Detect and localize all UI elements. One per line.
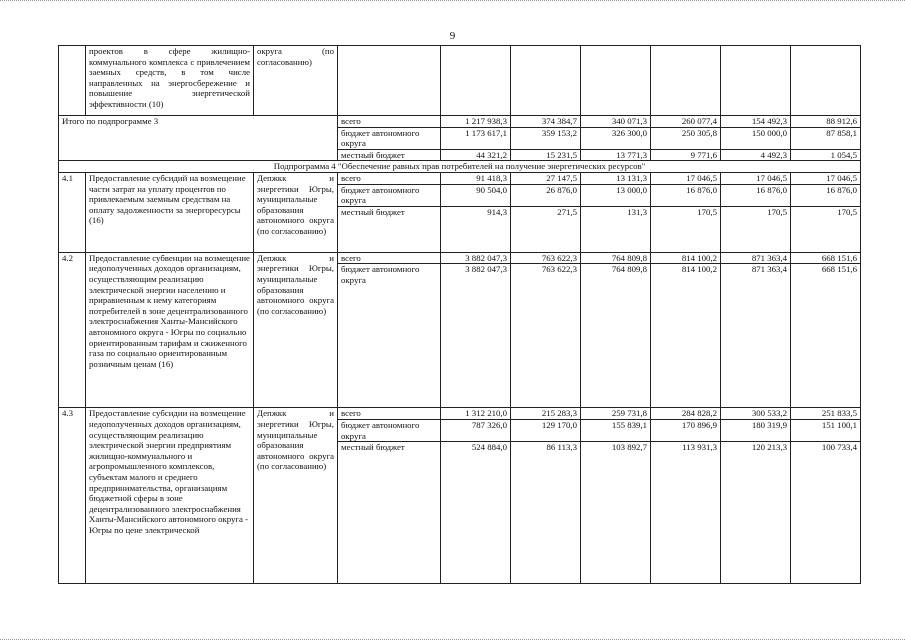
cell-value: 1 054,5 bbox=[791, 149, 861, 161]
cell-source: бюджет автономного округа bbox=[338, 419, 441, 441]
cell-value: 151 100,1 bbox=[791, 419, 861, 441]
cell-value: 26 876,0 bbox=[511, 184, 581, 206]
cell-value: 764 809,8 bbox=[581, 252, 651, 264]
cell-value: 88 912,6 bbox=[791, 116, 861, 128]
page-number: 9 bbox=[449, 30, 456, 42]
cell-value: 170 896,9 bbox=[651, 419, 721, 441]
cell-value: 120 213,3 bbox=[721, 442, 791, 584]
cell-responsible: Депжкк и энергетики Югры, муниципальные образования автономного округа (по согласованию) bbox=[254, 252, 338, 408]
cell-value: 87 858,1 bbox=[791, 127, 861, 149]
cell-value: 3 882 047,3 bbox=[441, 264, 511, 408]
cell-source: всего bbox=[338, 172, 441, 184]
cell-value: 1 173 617,1 bbox=[441, 127, 511, 149]
cell-value: 787 326,0 bbox=[441, 419, 511, 441]
cell-no: 4.1 bbox=[59, 172, 86, 252]
item-row bbox=[59, 408, 861, 420]
cell-value: 1 217 938,3 bbox=[441, 116, 511, 128]
cell-value: 17 046,5 bbox=[651, 172, 721, 184]
cell-name: Предоставление субвенции на возмещение недополученных доходов организациям, осуществляющим реализацию электрической энергии населению и приравненным к нему категориям потребителей в зоне децентрализованного электроснабжения Ханты-Мансийского автономного округа - Югры по социально ориентированным тарифам и сжиженного газа по социально ориентированным розничным ценам (16) bbox=[86, 252, 254, 408]
cell-value: 17 046,5 bbox=[791, 172, 861, 184]
cell-value: 16 876,0 bbox=[651, 184, 721, 206]
cell-value bbox=[721, 46, 791, 116]
cell-responsible: Депжкк и энергетики Югры, муниципальные образования автономного округа (по согласованию) bbox=[254, 408, 338, 584]
cell-value: 16 876,0 bbox=[721, 184, 791, 206]
subtotal-row bbox=[59, 116, 861, 128]
cell-value: 113 931,3 bbox=[651, 442, 721, 584]
cell-value: 3 882 047,3 bbox=[441, 252, 511, 264]
cell-responsible: округа (по согласованию) bbox=[254, 46, 338, 116]
cell-value: 170,5 bbox=[651, 206, 721, 252]
cell-value: 86 113,3 bbox=[511, 442, 581, 584]
cell-source: местный бюджет bbox=[338, 206, 441, 252]
cell-value: 131,3 bbox=[581, 206, 651, 252]
cell-source bbox=[338, 46, 441, 116]
cell-value: 13 131,3 bbox=[581, 172, 651, 184]
cell-value: 150 000,0 bbox=[721, 127, 791, 149]
cell-value: 259 731,8 bbox=[581, 408, 651, 420]
cell-value: 16 876,0 bbox=[791, 184, 861, 206]
cell-value: 180 319,9 bbox=[721, 419, 791, 441]
cell-value: 15 231,5 bbox=[511, 149, 581, 161]
cell-value: 250 305,8 bbox=[651, 127, 721, 149]
cell-no: 4.3 bbox=[59, 408, 86, 584]
cell-value: 871 363,4 bbox=[721, 264, 791, 408]
cell-value: 215 283,3 bbox=[511, 408, 581, 420]
budget-table bbox=[58, 45, 861, 584]
cell-value: 340 071,3 bbox=[581, 116, 651, 128]
cell-value: 154 492,3 bbox=[721, 116, 791, 128]
cell-value: 27 147,5 bbox=[511, 172, 581, 184]
cell-name: проектов в сфере жилищно-коммунального комплекса с привлечением заемных средств, в том числе направленных на энергосбережение и повышение энергетической эффективности (10) bbox=[86, 46, 254, 116]
cell-source: бюджет автономного округа bbox=[338, 264, 441, 408]
cell-value bbox=[581, 46, 651, 116]
cell-no bbox=[59, 46, 86, 116]
cell-value: 129 170,0 bbox=[511, 419, 581, 441]
cell-value bbox=[511, 46, 581, 116]
cell-name: Предоставление субсидии на возмещение недополученных доходов организациям, осуществляющим реализацию электрической энергии предприятиям жилищно-коммунального и агропромышленного комплексов, субъектам малого и среднего предпринимательства, организациям бюджетной сферы в зоне децентрализованного электроснабжения Ханты-Мансийского автономного округа - Югры по цене электрической bbox=[86, 408, 254, 584]
cell-value: 260 077,4 bbox=[651, 116, 721, 128]
item-row bbox=[59, 172, 861, 184]
cell-responsible: Депжкк и энергетики Югры, муниципальные образования автономного округа (по согласованию) bbox=[254, 172, 338, 252]
cell-value: 1 312 210,0 bbox=[441, 408, 511, 420]
cell-value: 251 833,5 bbox=[791, 408, 861, 420]
cell-value: 763 622,3 bbox=[511, 264, 581, 408]
cell-source: бюджет автономного округа bbox=[338, 184, 441, 206]
cell-source: местный бюджет bbox=[338, 442, 441, 584]
cell-value: 764 809,8 bbox=[581, 264, 651, 408]
cell-value: 17 046,5 bbox=[721, 172, 791, 184]
table-body bbox=[59, 46, 861, 584]
cell-source: всего bbox=[338, 252, 441, 264]
cell-value: 9 771,6 bbox=[651, 149, 721, 161]
cell-value bbox=[791, 46, 861, 116]
subprogram-title: Подпрограмма 4 "Обеспечение равных прав потребителей на получение энергетических ресурсов" bbox=[59, 161, 861, 173]
cell-value: 13 771,3 bbox=[581, 149, 651, 161]
cell-value: 668 151,6 bbox=[791, 252, 861, 264]
scan-edge-bottom bbox=[0, 633, 905, 640]
cell-value: 44 321,2 bbox=[441, 149, 511, 161]
item-row bbox=[59, 252, 861, 264]
cell-source: бюджет автономного округа bbox=[338, 127, 441, 149]
cell-value: 271,5 bbox=[511, 206, 581, 252]
cell-value: 13 000,0 bbox=[581, 184, 651, 206]
cell-value: 170,5 bbox=[791, 206, 861, 252]
cell-value: 170,5 bbox=[721, 206, 791, 252]
cell-value bbox=[651, 46, 721, 116]
cell-value: 103 892,7 bbox=[581, 442, 651, 584]
cell-value: 4 492,3 bbox=[721, 149, 791, 161]
cell-value: 100 733,4 bbox=[791, 442, 861, 584]
cell-value: 155 839,1 bbox=[581, 419, 651, 441]
subprogram-heading-row bbox=[59, 161, 861, 173]
cell-value: 914,3 bbox=[441, 206, 511, 252]
cell-value: 284 828,2 bbox=[651, 408, 721, 420]
cell-value: 668 151,6 bbox=[791, 264, 861, 408]
cell-no: 4.2 bbox=[59, 252, 86, 408]
cell-name: Предоставление субсидий на возмещение части затрат на уплату процентов по привлекаемым заемным средствам на оплату задолженности за энергоресурсы (16) bbox=[86, 172, 254, 252]
cell-value: 359 153,2 bbox=[511, 127, 581, 149]
cell-value: 814 100,2 bbox=[651, 264, 721, 408]
cell-value: 871 363,4 bbox=[721, 252, 791, 264]
cell-value: 763 622,3 bbox=[511, 252, 581, 264]
cell-value: 91 418,3 bbox=[441, 172, 511, 184]
cell-value bbox=[441, 46, 511, 116]
cell-value: 300 533,2 bbox=[721, 408, 791, 420]
cell-source: всего bbox=[338, 408, 441, 420]
cell-value: 326 300,0 bbox=[581, 127, 651, 149]
scan-edge-top bbox=[0, 0, 905, 7]
cell-value: 374 384,7 bbox=[511, 116, 581, 128]
subtotal-label: Итого по подпрограмме 3 bbox=[59, 116, 338, 161]
cell-value: 814 100,2 bbox=[651, 252, 721, 264]
cell-source: местный бюджет bbox=[338, 149, 441, 161]
cell-source: всего bbox=[338, 116, 441, 128]
continuation-row bbox=[59, 46, 861, 116]
cell-value: 90 504,0 bbox=[441, 184, 511, 206]
cell-value: 524 884,0 bbox=[441, 442, 511, 584]
